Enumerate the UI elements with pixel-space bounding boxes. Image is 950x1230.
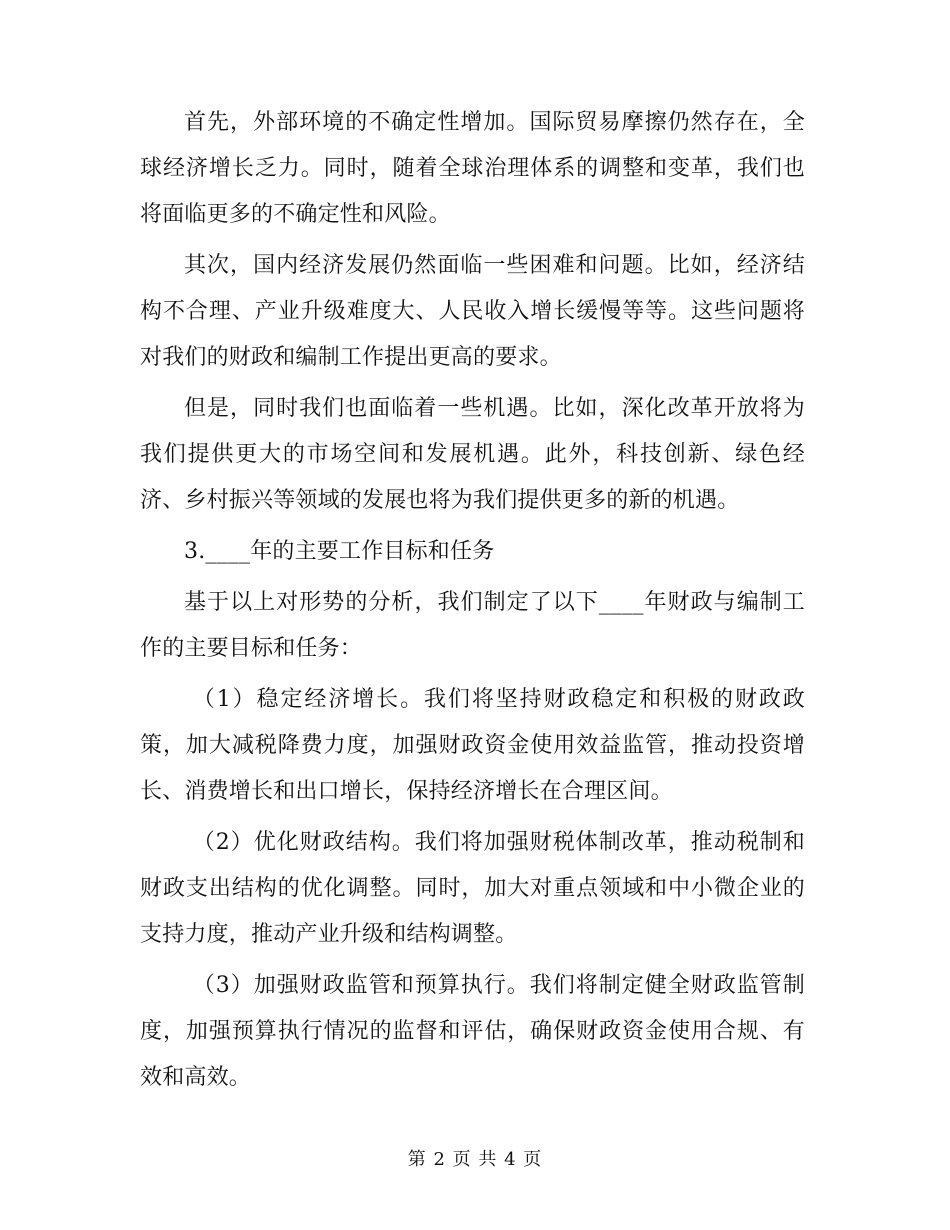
- paragraph-opportunities: 但是，同时我们也面临着一些机遇。比如，深化改革开放将为我们提供更大的市场空间和发展机遇。此外，科技创新、绿色经济、乡村振兴等领域的发展也将为我们提供更多的新的机遇。: [140, 396, 805, 513]
- paragraph-external-environment: 首先，外部环境的不确定性增加。国际贸易摩擦仍然存在，全球经济增长乏力。同时，随着全球治理体系的调整和变革，我们也将面临更多的不确定性和风险。: [140, 110, 805, 227]
- paragraph-domestic-economy: 其次，国内经济发展仍然面临一些困难和问题。比如，经济结构不合理、产业升级难度大、人民收入增长缓慢等等。这些问题将对我们的财政和编制工作提出更高的要求。: [140, 253, 805, 370]
- page-footer: 第 2 页 共 4 页: [407, 1149, 543, 1170]
- list-item-strengthen-supervision: （3）加强财政监管和预算执行。我们将制定健全财政监管制度，加强预算执行情况的监督和评估，确保财政资金使用合规、有效和高效。: [140, 973, 805, 1090]
- document-body: [140, 100, 805, 1106]
- section-heading-goals: 3.____年的主要工作目标和任务: [184, 539, 495, 564]
- paragraph-goals-intro: 基于以上对形势的分析，我们制定了以下____年财政与编制工作的主要目标和任务：: [140, 590, 805, 661]
- list-item-optimize-structure: （2）优化财政结构。我们将加强财税体制改革，推动税制和财政支出结构的优化调整。同时，加大对重点领域和中小微企业的支持力度，推动产业升级和结构调整。: [140, 830, 805, 947]
- list-item-stabilize-growth: （1）稳定经济增长。我们将坚持财政稳定和积极的财政政策，加大减税降费力度，加强财政资金使用效益监管，推动投资增长、消费增长和出口增长，保持经济增长在合理区间。: [140, 687, 805, 804]
